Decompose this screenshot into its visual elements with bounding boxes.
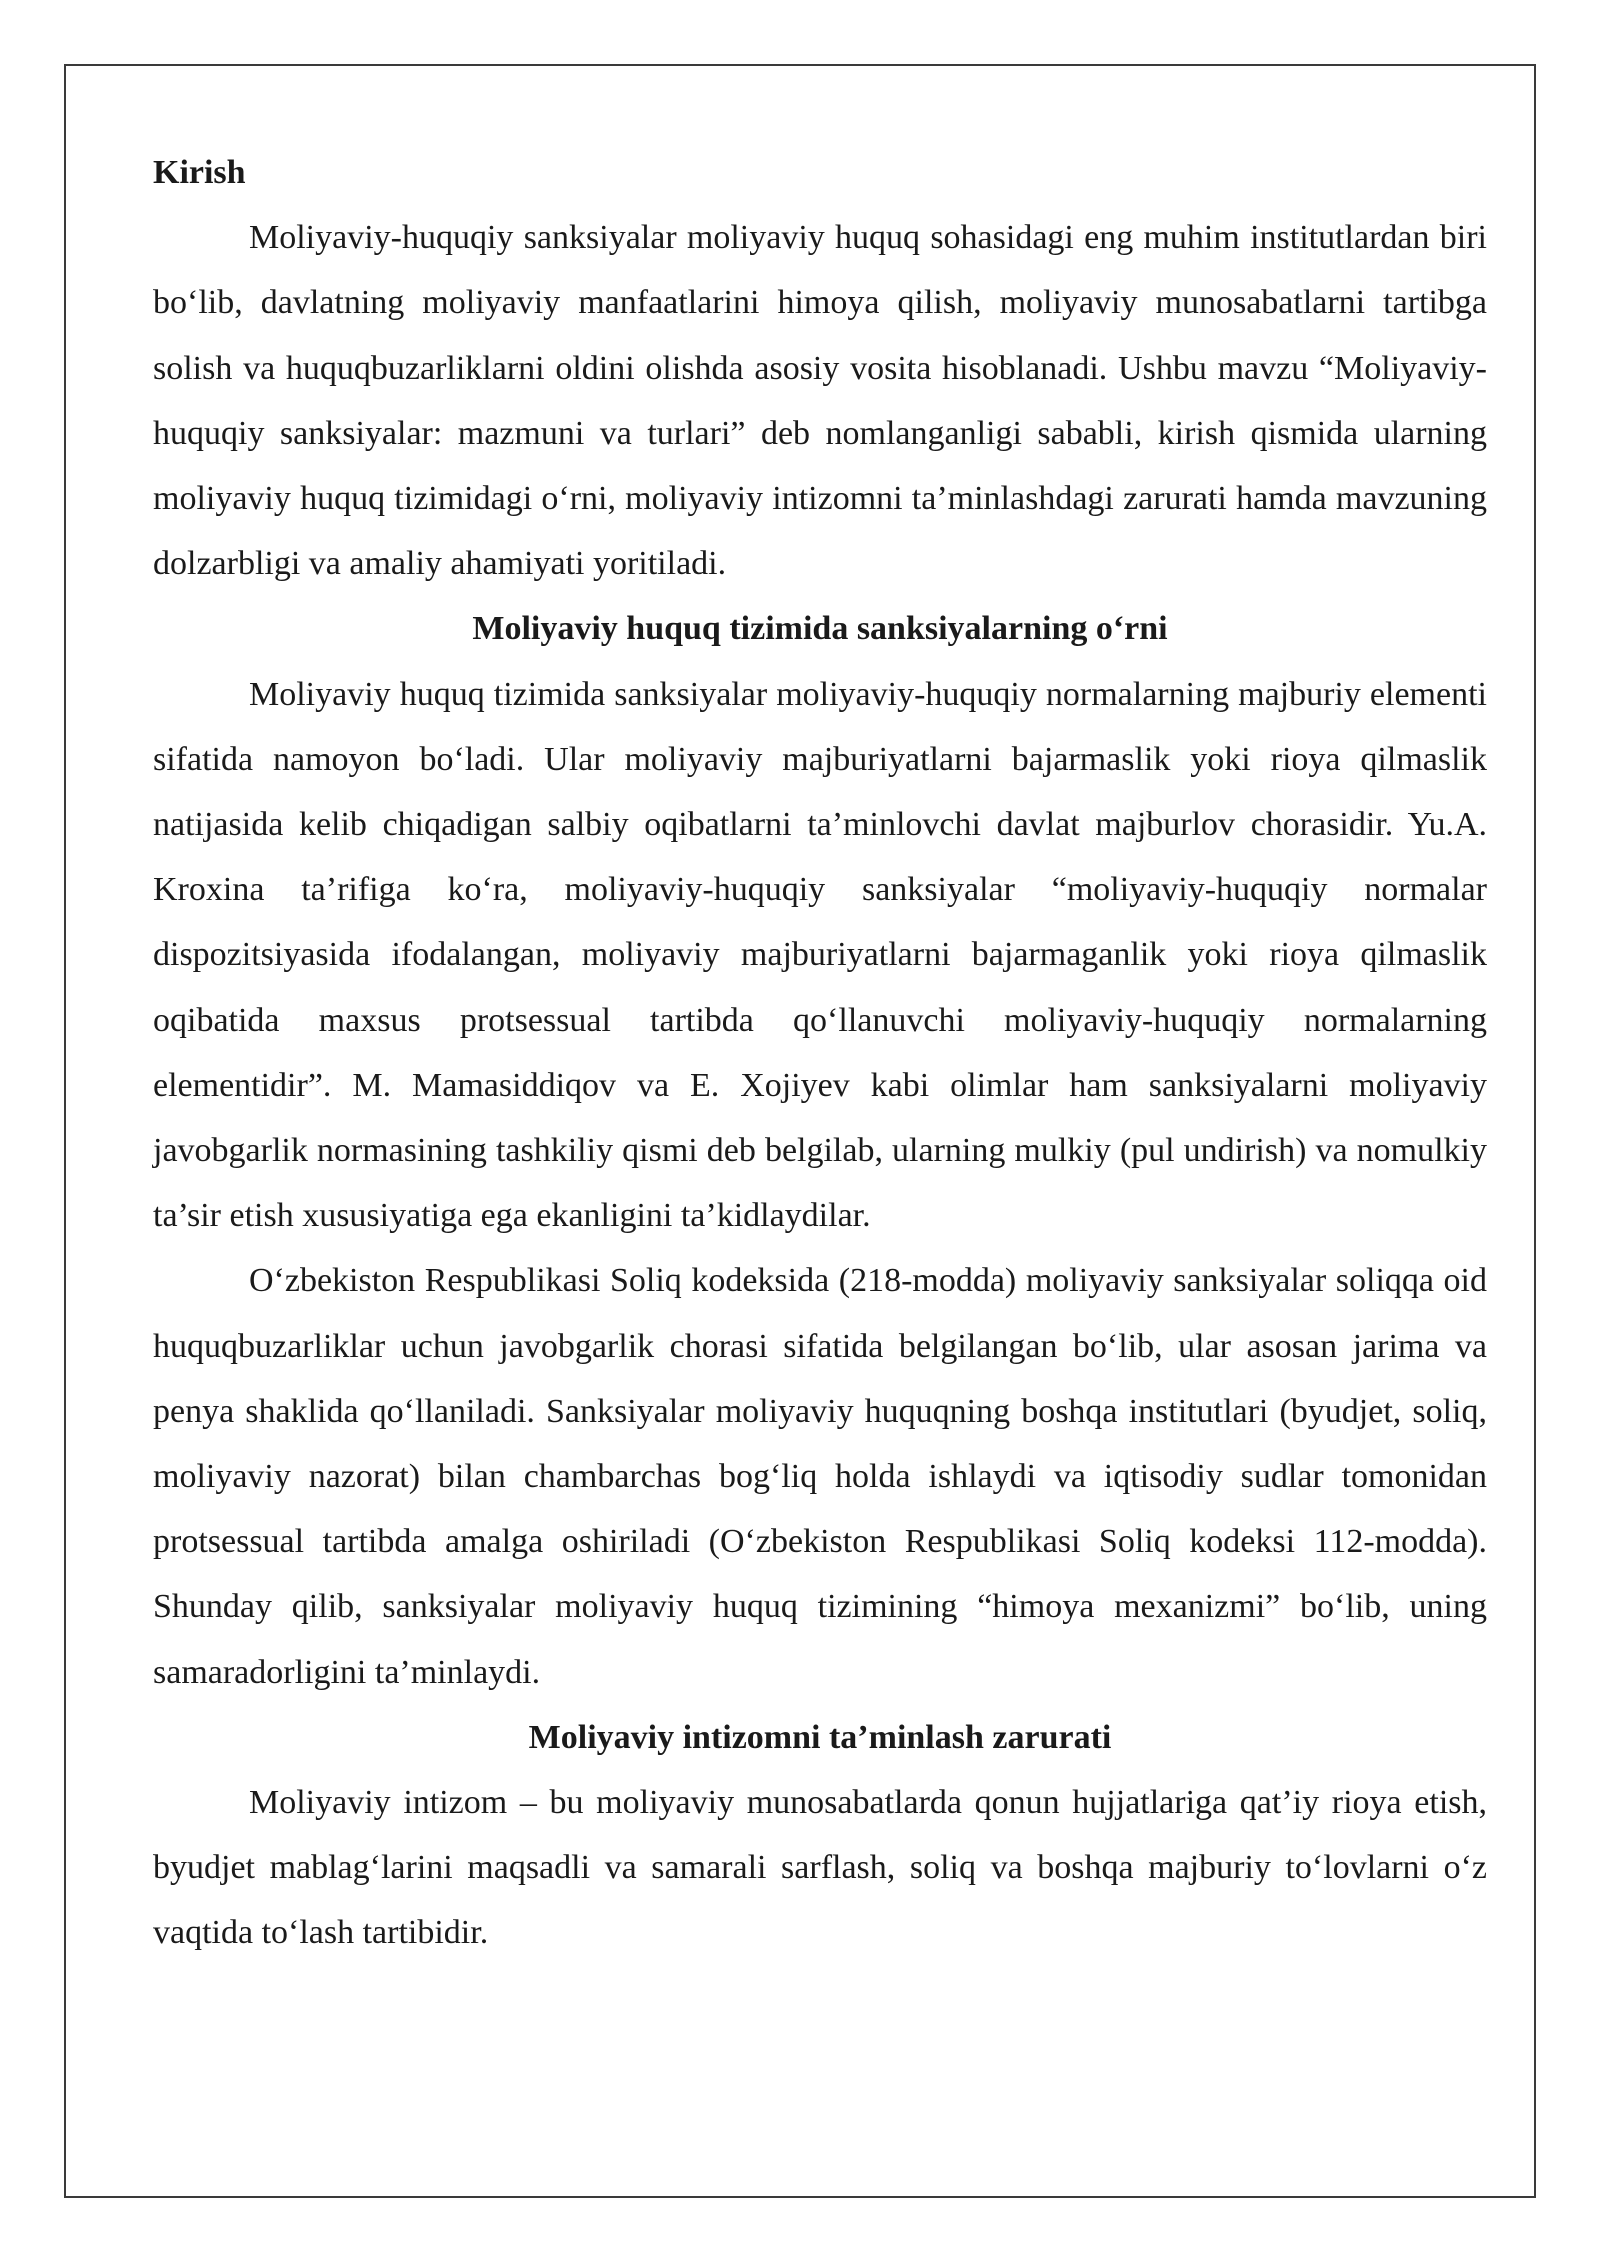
- document-body: [153, 140, 1487, 1966]
- intro-paragraph: Moliyaviy-huquqiy sanksiyalar moliyaviy huquq sohasidagi eng muhim institutlardan biri bo‘lib, davlatning moliyaviy manfaatlarini himoya qilish, moliyaviy munosabatlarni tartibga solish va huquqbuzarliklarni oldini olishda asosiy vosita hisoblanadi. Ushbu mavzu “Moliyaviy-huquqiy sanksiyalar: mazmuni va turlari” deb nomlanganligi sababli, kirish qismida ularning moliyaviy huquq tizimidagi o‘rni, moliyaviy intizomni ta’minlashdagi zarurati hamda mavzuning dolzarbligi va amaliy ahamiyati yoritiladi.: [153, 219, 1487, 583]
- section1-paragraph-1: Moliyaviy huquq tizimida sanksiyalar moliyaviy-huquqiy normalarning majburiy elementi sifatida namoyon bo‘ladi. Ular moliyaviy majburiyatlarni bajarmaslik yoki rioya qilmaslik natijasida kelib chiqadigan salbiy oqibatlarni ta’minlovchi davlat majburlov chorasidir. Yu.A. Kroxina ta’rifiga ko‘ra, moliyaviy-huquqiy sanksiyalar “moliyaviy-huquqiy normalar dispozitsiyasida ifodalangan, moliyaviy majburiyatlarni bajarmaganlik yoki rioya qilmaslik oqibatida maxsus protsessual tartibda qo‘llanuvchi moliyaviy-huquqiy normalarning elementidir”. M. Mamasiddiqov va E. Xojiyev kabi olimlar ham sanksiyalarni moliyaviy javobgarlik normasining tashkiliy qismi deb belgilab, ularning mulkiy (pul undirish) va nomulkiy ta’sir etish xususiyatiga ega ekanligini ta’kidlaydilar.: [153, 675, 1487, 1235]
- section1-heading: Moliyaviy huquq tizimida sanksiyalarning o‘rni: [472, 610, 1168, 648]
- intro-heading: Kirish: [153, 154, 246, 191]
- section2-paragraph-1: Moliyaviy intizom – bu moliyaviy munosabatlarda qonun hujjatlariga qat’iy rioya etish, byudjet mablag‘larini maqsadli va samarali sarflash, soliq va boshqa majburiy to‘lovlarni o‘z vaqtida to‘lash tartibidir.: [153, 1784, 1487, 1952]
- section1-paragraph-2: O‘zbekiston Respublikasi Soliq kodeksida (218-modda) moliyaviy sanksiyalar soliqqa oid huquqbuzarliklar uchun javobgarlik chorasi sifatida belgilangan bo‘lib, ular asosan jarima va penya shaklida qo‘llaniladi. Sanksiyalar moliyaviy huquqning boshqa institutlari (byudjet, soliq, moliyaviy nazorat) bilan chambarchas bog‘liq holda ishlaydi va iqtisodiy sudlar tomonidan protsessual tartibda amalga oshiriladi (O‘zbekiston Respublikasi Soliq kodeksi 112-modda). Shunday qilib, sanksiyalar moliyaviy huquq tizimining “himoya mexanizmi” bo‘lib, uning samaradorligini ta’minlaydi.: [153, 1262, 1487, 1691]
- section2-heading: Moliyaviy intizomni ta’minlash zarurati: [528, 1718, 1112, 1756]
